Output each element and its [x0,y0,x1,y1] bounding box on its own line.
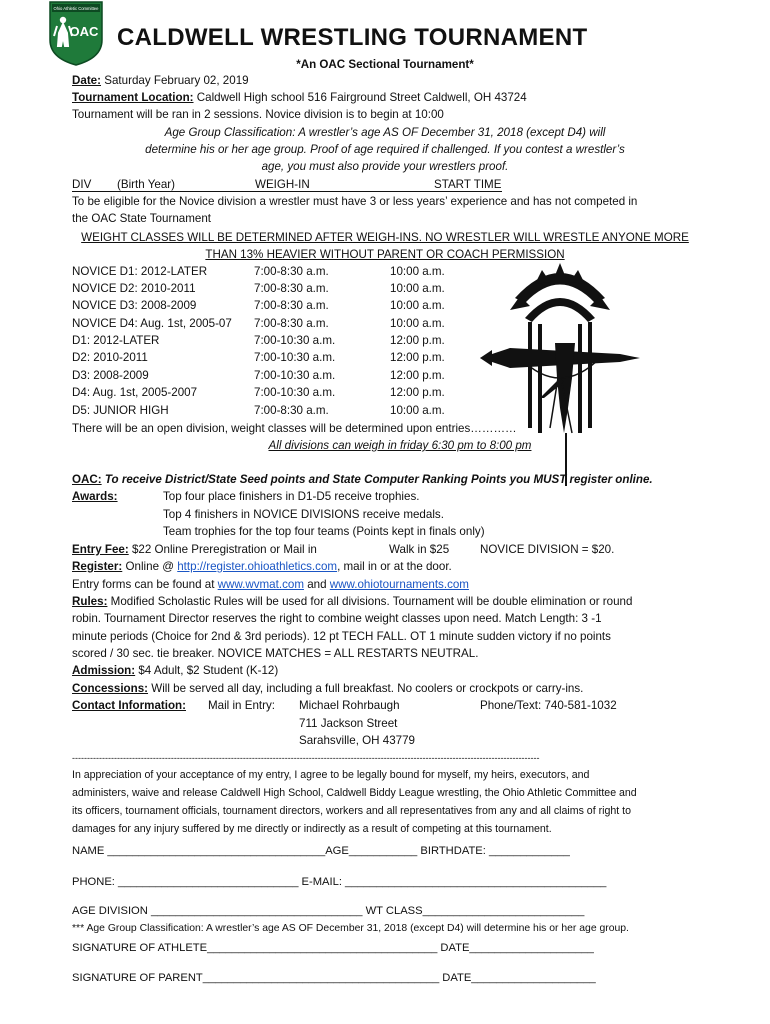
register-post: , mail in or at the door. [337,560,452,573]
rules-label: Rules: [72,595,108,608]
header-div: DIV [72,178,92,191]
schedule-division: D1: 2012-LATER [72,334,160,347]
award-line: Team trophies for the top four teams (Points kept in finals only) [163,525,485,538]
rules-line: Modified Scholastic Rules will be used for all divisions. Tournament will be double elimination or round [107,595,633,608]
logo-letters: OAC [69,24,99,39]
header-start: START TIME [434,178,502,191]
schedule-start-time: 10:00 a.m. [390,265,445,278]
schedule-start-time: 10:00 a.m. [390,299,445,312]
mail-entry-label: Mail in Entry: [208,699,276,712]
friday-weigh: All divisions can weigh in friday 6:30 pm to 8:00 pm [268,439,532,452]
waiver-line: In appreciation of your acceptance of my entry, I agree to be legally bound for myself, my heirs, executors, and [72,769,590,781]
schedule-start-time: 10:00 a.m. [390,282,445,295]
header-weighin: WEIGH-IN [255,178,310,191]
open-division: There will be an open division, weight classes will be determined upon entries………… [72,422,517,435]
phone-email-fields[interactable]: PHONE: _____________________________ E-MAIL: __________________________________________ [72,876,607,888]
schedule-weighin: 7:00-8:30 a.m. [254,282,329,295]
schedule-division: NOVICE D2: 2010-2011 [72,282,196,295]
schedule-weighin: 7:00-10:30 a.m. [254,334,336,347]
schedule-division: D2: 2010-2011 [72,351,148,364]
contact-city: Sarahsville, OH 43779 [299,734,415,747]
date-label: Date: [72,74,101,87]
entry-fee-novice: NOVICE DIVISION = $20. [480,543,615,556]
name-age-birthdate-fields[interactable]: NAME ___________________________________AGE___________ BIRTHDATE: _____________ [72,845,570,857]
contact-street: 711 Jackson Street [299,717,398,730]
schedule-start-time: 10:00 a.m. [390,317,445,330]
subtitle: *An OAC Sectional Tournament* [296,58,474,71]
novice-eligibility: To be eligible for the Novice division a wrestler must have 3 or less years’ experience and has not competed in [72,195,638,208]
contact-phone: Phone/Text: 740-581-1032 [480,699,617,712]
contact-label: Contact Information: [72,699,186,712]
waiver-line: administers, waive and release Caldwell High School, Caldwell Biddy League wrestling, the Ohio Athletic Committee and [72,787,637,799]
logo-top-text: Ohio Athletic Committee [53,6,99,11]
waiver-line: its officers, tournament officials, tournament directors, workers and all representatives from any and all claims of right to [72,805,631,817]
concessions-value: Will be served all day, including a full breakfast. No coolers or crockpots or carry-ins. [148,682,584,695]
schedule-start-time: 12:00 p.m. [390,351,445,364]
schedule-weighin: 7:00-8:30 a.m. [254,317,329,330]
header-birth: (Birth Year) [117,178,175,191]
age-division-wt-class-fields[interactable]: AGE DIVISION __________________________________ WT CLASS__________________________ [72,905,585,917]
register-link[interactable]: http://register.ohioathletics.com [177,560,338,573]
ohiotournaments-link[interactable]: www.ohiotournaments.com [329,578,469,591]
waiver-line: damages for any injury suffered by me directly or indirectly as a result of competing at this tournament. [72,823,552,835]
rules-line: minute periods (Choice for 2nd & 3rd periods). 12 pt TECH FALL. OT 1 minute sudden victory if no points [72,630,611,643]
divider-line: ------------------------------------------------------------------------------------------------------------------------------------------------------------ [72,753,540,763]
schedule-weighin: 7:00-10:30 a.m. [254,369,336,382]
entry-fee-label: Entry Fee: [72,543,129,556]
entry-fee-walkin: Walk in $25 [389,543,450,556]
weight-warning: THAN 13% HEAVIER WITHOUT PARENT OR COACH PERMISSION [205,248,565,261]
parent-signature-field[interactable]: SIGNATURE OF PARENT______________________________________ DATE____________________ [72,972,596,984]
native-emblem-illustration [480,258,640,488]
register-label: Register: [72,560,123,573]
schedule-start-time: 12:00 p.m. [390,386,445,399]
page-title: CALDWELL WRESTLING TOURNAMENT [117,24,588,51]
schedule-division: NOVICE D3: 2008-2009 [72,299,197,312]
schedule-division: D3: 2008-2009 [72,369,149,382]
oac-text: To receive District/State Seed points and State Computer Ranking Points you MUST register online. [104,473,653,486]
entry-forms-mid: and [303,578,330,591]
contact-name: Michael Rohrbaugh [299,699,400,712]
schedule-start-time: 10:00 a.m. [390,404,445,417]
entry-forms-pre: Entry forms can be found at [72,578,218,591]
schedule-weighin: 7:00-8:30 a.m. [254,299,329,312]
rules-line: robin. Tournament Director reserves the right to combine weight classes upon need. Match Length: 3 -1 [72,612,602,625]
age-note-line: determine his or her age group. Proof of age required if challenged. If you contest a wrestler’s [145,143,625,156]
schedule-weighin: 7:00-8:30 a.m. [254,404,329,417]
novice-eligibility: the OAC State Tournament [72,212,211,225]
schedule-division: NOVICE D1: 2012-LATER [72,265,208,278]
schedule-division: NOVICE D4: Aug. 1st, 2005-07 [72,317,232,330]
schedule-weighin: 7:00-10:30 a.m. [254,351,336,364]
entry-fee-online: $22 Online Preregistration or Mail in [131,543,317,556]
form-age-note: *** Age Group Classification: A wrestler’s age AS OF December 31, 2018 (except D4) will determine his or her age group. [72,923,629,934]
awards-label: Awards: [72,490,118,503]
sessions-text: Tournament will be ran in 2 sessions. Novice division is to begin at 10:00 [72,108,444,121]
admission-value: $4 Adult, $2 Student (K-12) [135,664,279,677]
oac-label: OAC: [72,473,102,486]
athlete-signature-field[interactable]: SIGNATURE OF ATHLETE_____________________________________ DATE____________________ [72,942,594,954]
schedule-weighin: 7:00-8:30 a.m. [254,265,329,278]
register-pre: Online @ [125,560,178,573]
schedule-start-time: 12:00 p.m. [390,369,445,382]
schedule-division: D4: Aug. 1st, 2005-2007 [72,386,198,399]
rules-line: scored / 30 sec. tie breaker. NOVICE MATCHES = ALL RESTARTS NEUTRAL. [72,647,479,660]
admission-label: Admission: [72,664,136,677]
award-line: Top four place finishers in D1-D5 receive trophies. [163,490,420,503]
schedule-division: D5: JUNIOR HIGH [72,404,169,417]
age-note-line: age, you must also provide your wrestlers proof. [261,160,509,173]
award-line: Top 4 finishers in NOVICE DIVISIONS receive medals. [163,508,444,521]
location-value: Caldwell High school 516 Fairground Street Caldwell, OH 43724 [196,91,527,104]
schedule-weighin: 7:00-10:30 a.m. [254,386,336,399]
date-value: Saturday February 02, 2019 [104,74,249,87]
weight-warning: WEIGHT CLASSES WILL BE DETERMINED AFTER WEIGH-INS. NO WRESTLER WILL WRESTLE ANYONE MORE [81,231,689,244]
concessions-label: Concessions: [72,682,149,695]
wvmat-link[interactable]: www.wvmat.com [217,578,304,591]
location-label: Tournament Location: [72,91,194,104]
age-note-line: Age Group Classification: A wrestler’s age AS OF December 31, 2018 (except D4) will [164,126,606,139]
schedule-start-time: 12:00 p.m. [390,334,445,347]
